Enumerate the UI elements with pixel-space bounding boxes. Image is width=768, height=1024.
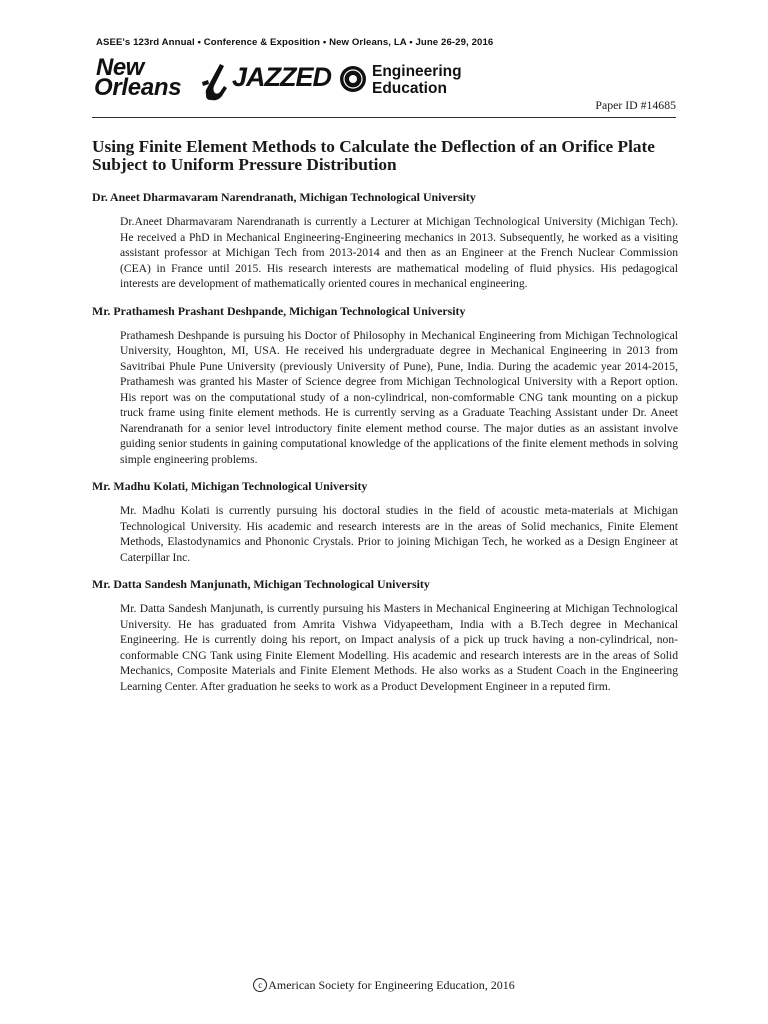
logo-word-new: New bbox=[96, 54, 144, 81]
logo-word-orleans: Orleans bbox=[94, 74, 182, 101]
copyright-icon: c bbox=[253, 978, 267, 992]
author-name: Dr. Aneet Dharmavaram Narendranath, Michigan Technological University bbox=[92, 190, 476, 204]
author-name: Mr. Madhu Kolati, Michigan Technological University bbox=[92, 479, 368, 493]
logo-word-education: Education bbox=[372, 80, 447, 97]
logo-word-engineering: Engineering bbox=[372, 63, 462, 80]
author-bio: Prathamesh Deshpande is pursuing his Doctor of Philosophy in Mechanical Engineering from Michigan Technological University, Houghton, MI, USA. He received his undergraduate degree in Mechanical Engineering in 2013 from Savitribai Phule Pune University (previously University of Pune), Pune, India. During the academic year 2014-2015, Prathamesh was granted his Master of Science degree from Michigan Technological University with a Report option. His report was on the computational study of a non-cylindrical, non-comformable CNG tank mounting on a pickup truck frame using finite element methods. He is currently serving as a Graduate Teaching Assistant under Dr. Aneet Narendranath for a senior level introductory finite element method course. The major duties as an assistant involve guiding senior students in gaining computational knowledge of the applications of the finite element methods in solving simple engineering problems. bbox=[120, 328, 678, 466]
author-name: Mr. Prathamesh Prashant Deshpande, Michigan Technological University bbox=[92, 303, 466, 318]
paper-title: Using Finite Element Methods to Calculate the Deflection of an Orifice Plate Subject to Uniform Pressure Distribution bbox=[92, 137, 655, 175]
header-divider bbox=[92, 117, 676, 118]
author-name: Mr. Datta Sandesh Manjunath, Michigan Technological University bbox=[92, 577, 430, 591]
asee-seal-icon bbox=[339, 65, 367, 93]
conference-logo bbox=[94, 54, 484, 110]
author-bio: Dr.Aneet Dharmavaram Narendranath is currently a Lecturer at Michigan Technological University (Michigan Tech). He received a PhD in Mechanical Engineering-Engineering mechanics in 2013. Subsequently, he worked as a visiting assistant professor at Michigan Tech from 2013-2014 and then as an Engineer at the French Nuclear Commission (CEA) in France until 2015. His research interests are mathematical modeling of fluid physics. His pedagogical interests are development of mathematically oriented coures in mechanical engineering. bbox=[120, 215, 678, 290]
author-list bbox=[92, 190, 678, 706]
logo-word-jazzed: JAZZED bbox=[232, 62, 332, 92]
saxophone-icon bbox=[200, 62, 230, 104]
author-bio: Mr. Madhu Kolati is currently pursuing his doctoral studies in the field of acoustic meta-materials at Michigan Technological University. His academic and research interests are in the areas of Solid mechanics, Finite Element Methods, Elastodynamics and Phononic Crystals. Prior to joining Michigan Tech, he worked as a Design Engineer at Caterpillar Inc. bbox=[120, 504, 678, 564]
conference-banner-text: ASEE's 123rd Annual • Conference & Exposition • New Orleans, LA • June 26-29, 2016 bbox=[96, 37, 494, 48]
paper-id: Paper ID #14685 bbox=[595, 98, 676, 112]
author-bio: Mr. Datta Sandesh Manjunath, is currently pursuing his Masters in Mechanical Engineering at Michigan Technological University. He has graduated from Amrita Vishwa Vidyapeetham, India with a B.Tech degree in Mechanical Engineering. He is currently doing his report, on Impact analysis of a pick up truck having a non-cylindrical, non-conformable CNG Tank using Finite Element Modelling. His academic and research interests are in the areas of Solid Mechanics, Composite Materials and Finite Element Methods. He also works as a Student Coach in the Engineering Learning Center. After graduation he seeks to work as a Product Development Engineer in a reputed firm. bbox=[120, 602, 678, 693]
copyright-footer bbox=[0, 978, 768, 993]
copyright-text: American Society for Engineering Education, 2016 bbox=[268, 978, 515, 992]
